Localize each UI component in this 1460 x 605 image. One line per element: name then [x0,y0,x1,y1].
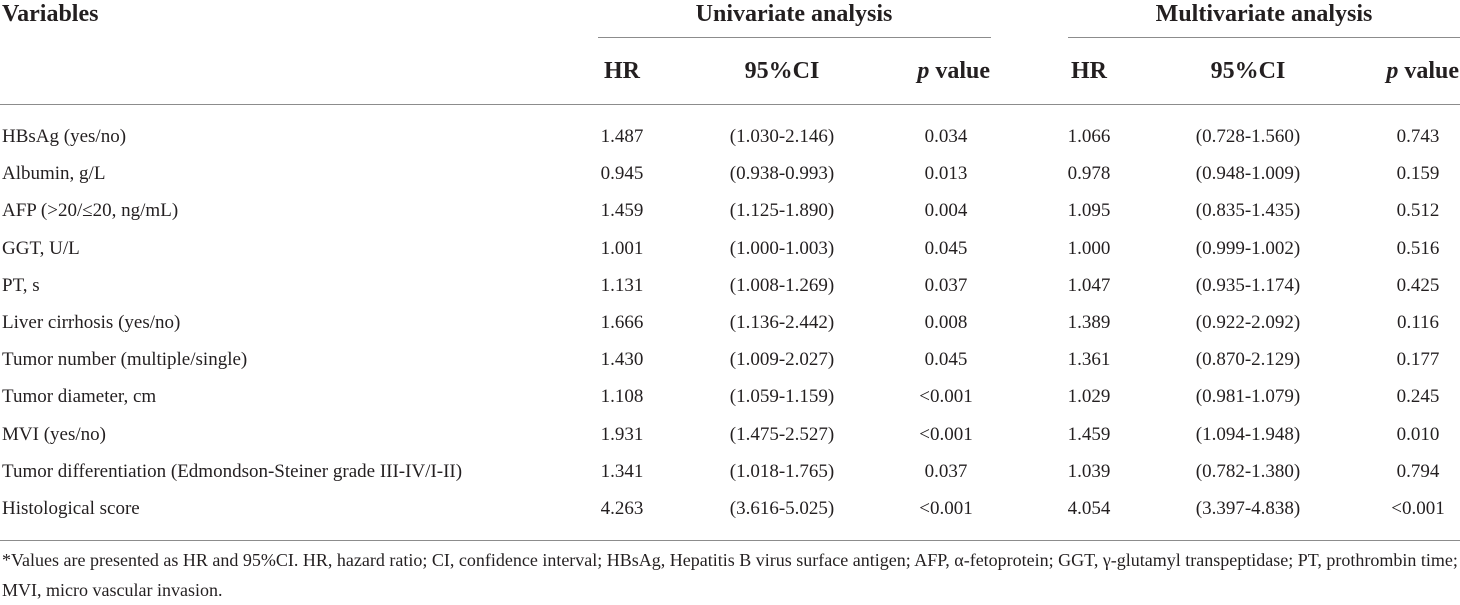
multivariate-p-cell: 0.516 [1396,238,1440,259]
univariate-ci-header: 95%CI [744,58,820,84]
multivariate-ci-cell: (0.935-1.174) [1195,275,1301,296]
variable-cell: Liver cirrhosis (yes/no) [2,312,181,333]
p-symbol: p [1386,58,1399,84]
multivariate-p-cell: 0.159 [1396,163,1440,184]
multivariate-ci-cell: (0.948-1.009) [1195,163,1301,184]
multivariate-hr-cell: 0.978 [1067,163,1111,184]
univariate-hr-cell: 1.001 [600,238,644,259]
univariate-hr-cell: 4.263 [600,498,644,519]
univariate-p-cell: 0.034 [924,126,968,147]
univariate-hr-cell: 1.459 [600,200,644,221]
univariate-hr-cell: 1.131 [600,275,644,296]
univariate-ci-cell: (1.008-1.269) [729,275,835,296]
multivariate-p-cell: 0.794 [1396,461,1440,482]
univariate-hr-cell: 0.945 [600,163,644,184]
multivariate-ci-cell: (0.981-1.079) [1195,386,1301,407]
univariate-hr-cell: 1.666 [600,312,644,333]
header-rule [0,104,1460,105]
multivariate-header: Multivariate analysis [1155,1,1373,27]
univariate-ci-cell: (1.030-2.146) [729,126,835,147]
multivariate-p-cell: 0.245 [1396,386,1440,407]
variable-cell: PT, s [2,275,40,296]
univariate-ci-cell: (1.018-1.765) [729,461,835,482]
multivariate-ci-cell: (1.094-1.948) [1195,424,1301,445]
univariate-p-header [917,57,990,85]
univariate-p-cell: 0.013 [924,163,968,184]
variable-cell: Tumor diameter, cm [2,386,157,407]
p-value-label: value [929,58,990,84]
univariate-hr-header: HR [604,58,640,84]
variable-cell: Tumor number (multiple/single) [2,349,248,370]
multivariate-ci-header: 95%CI [1210,58,1286,84]
variable-cell: Histological score [2,498,140,519]
multivariate-hr-cell: 1.047 [1067,275,1111,296]
table-bottom-rule [0,540,1460,541]
univariate-hr-cell: 1.931 [600,424,644,445]
multivariate-ci-cell: (0.870-2.129) [1195,349,1301,370]
p-value-label: value [1398,58,1459,84]
multivariate-hr-cell: 4.054 [1067,498,1111,519]
variable-cell: AFP (>20/≤20, ng/mL) [2,200,179,221]
multivariate-hr-cell: 1.029 [1067,386,1111,407]
multivariate-hr-cell: 1.039 [1067,461,1111,482]
univariate-p-cell: <0.001 [919,498,973,519]
multivariate-ci-cell: (0.782-1.380) [1195,461,1301,482]
variable-cell: MVI (yes/no) [2,424,106,445]
univariate-hr-cell: 1.108 [600,386,644,407]
univariate-ci-cell: (1.009-2.027) [729,349,835,370]
univariate-header: Univariate analysis [695,1,893,27]
univariate-p-cell: <0.001 [919,424,973,445]
multivariate-p-header [1386,57,1459,85]
multivariate-hr-cell: 1.000 [1067,238,1111,259]
univariate-hr-cell: 1.430 [600,349,644,370]
multivariate-hr-cell: 1.066 [1067,126,1111,147]
univariate-ci-cell: (1.125-1.890) [729,200,835,221]
multivariate-p-cell: 0.743 [1396,126,1440,147]
univariate-ci-cell: (1.000-1.003) [729,238,835,259]
multivariate-hr-cell: 1.459 [1067,424,1111,445]
univariate-hr-cell: 1.487 [600,126,644,147]
multivariate-p-cell: 0.177 [1396,349,1440,370]
multivariate-ci-cell: (0.922-2.092) [1195,312,1301,333]
variable-cell: GGT, U/L [2,238,80,259]
multivariate-hr-cell: 1.361 [1067,349,1111,370]
univariate-ci-cell: (1.136-2.442) [729,312,835,333]
univariate-p-cell: 0.037 [924,461,968,482]
univariate-p-cell: 0.045 [924,349,968,370]
multivariate-p-cell: 0.116 [1396,312,1440,333]
univariate-p-cell: 0.008 [924,312,968,333]
univariate-hr-cell: 1.341 [600,461,644,482]
multivariate-hr-cell: 1.095 [1067,200,1111,221]
univariate-p-cell: <0.001 [919,386,973,407]
univariate-ci-cell: (1.475-2.527) [729,424,835,445]
variables-header: Variables [2,1,99,27]
multivariate-p-cell: 0.010 [1396,424,1440,445]
multivariate-group-rule [1068,37,1460,38]
p-symbol: p [917,58,930,84]
variable-cell: Tumor differentiation (Edmondson-Steiner grade III-IV/I-II) [2,461,463,482]
multivariate-p-cell: 0.512 [1396,200,1440,221]
univariate-ci-cell: (3.616-5.025) [729,498,835,519]
univariate-p-cell: 0.004 [924,200,968,221]
variable-cell: Albumin, g/L [2,163,106,184]
univariate-p-cell: 0.037 [924,275,968,296]
univariate-ci-cell: (0.938-0.993) [729,163,835,184]
univariate-group-rule [598,37,991,38]
multivariate-hr-cell: 1.389 [1067,312,1111,333]
multivariate-p-cell: 0.425 [1396,275,1440,296]
multivariate-ci-cell: (0.999-1.002) [1195,238,1301,259]
multivariate-ci-cell: (0.728-1.560) [1195,126,1301,147]
multivariate-hr-header: HR [1071,58,1107,84]
table-footnote: *Values are presented as HR and 95%CI. HR, hazard ratio; CI, confidence interval; HBsAg, Hepatitis B virus surface antigen; AFP, α-fetoprotein; GGT, γ-glutamyl transpeptidase; PT, prothrombin time; MVI, micro vascular invasion. [2,550,1458,600]
univariate-p-cell: 0.045 [924,238,968,259]
variable-cell: HBsAg (yes/no) [2,126,127,147]
multivariate-ci-cell: (3.397-4.838) [1195,498,1301,519]
univariate-ci-cell: (1.059-1.159) [729,386,835,407]
multivariate-p-cell: <0.001 [1391,498,1445,519]
multivariate-ci-cell: (0.835-1.435) [1195,200,1301,221]
